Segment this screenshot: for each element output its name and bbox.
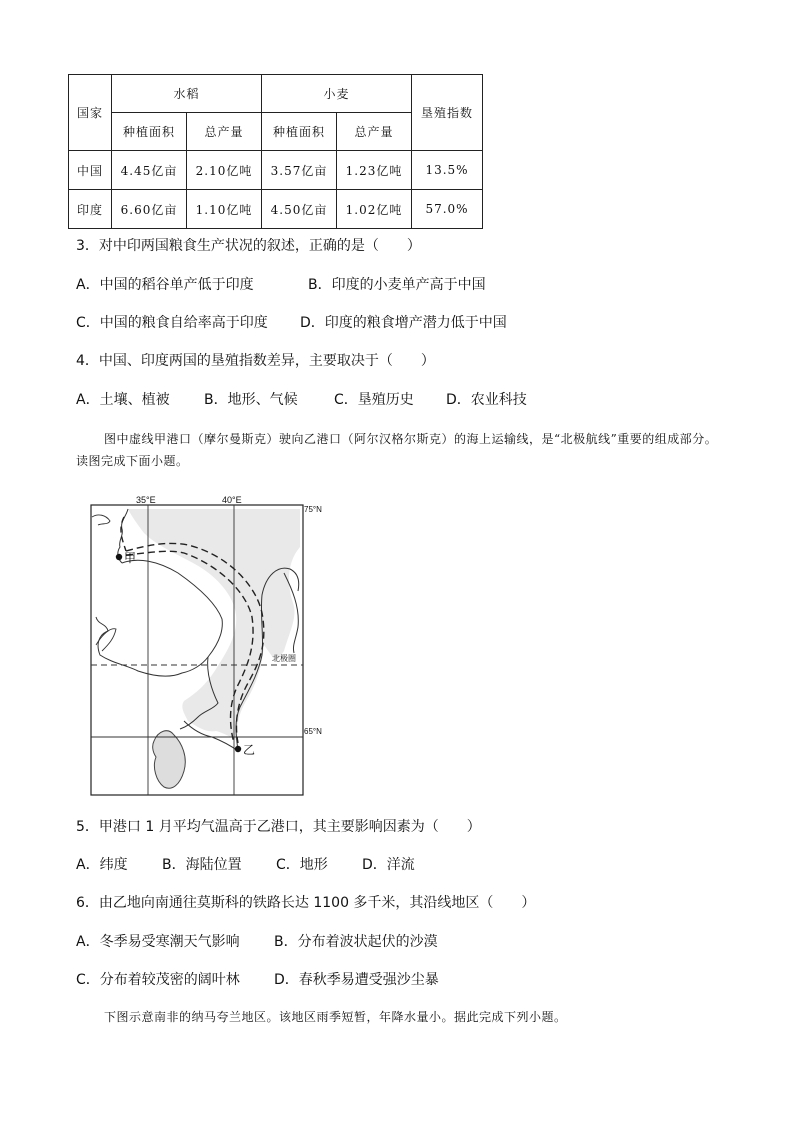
- header-index: 垦殖指数: [412, 75, 483, 151]
- cell-rice-output: 1.10亿吨: [187, 190, 262, 229]
- header-wheat-output: 总产量: [337, 113, 412, 151]
- header-rice: 水稻: [112, 75, 262, 113]
- lat-75n-label: 75°N: [304, 505, 322, 514]
- header-wheat-area: 种植面积: [262, 113, 337, 151]
- cell-wheat-output: 1.23亿吨: [337, 151, 412, 190]
- lon-40e-label: 40°E: [222, 495, 242, 505]
- q3-option-b[interactable]: B．印度的小麦单产高于中国: [308, 277, 486, 293]
- cell-rice-area: 4.45亿亩: [112, 151, 187, 190]
- crop-table-container: [68, 74, 483, 229]
- cell-index: 13.5%: [412, 151, 483, 190]
- q6-option-a[interactable]: A．冬季易受寒潮天气影响: [76, 934, 240, 950]
- lon-35e-label: 35°E: [136, 495, 156, 505]
- crop-comparison-table: [68, 74, 483, 229]
- port-a-marker: [116, 554, 122, 560]
- q5-option-a[interactable]: A．纬度: [76, 857, 128, 873]
- question-4-stem: 4．中国、印度两国的垦殖指数差异，主要取决于（ ）: [76, 353, 435, 369]
- q6-option-d[interactable]: D．春秋季易遭受强沙尘暴: [274, 972, 439, 988]
- q6-option-b[interactable]: B．分布着波状起伏的沙漠: [274, 934, 438, 950]
- port-a-label: 甲: [124, 551, 137, 565]
- cell-country: 印度: [69, 190, 112, 229]
- passage-arctic-route: 图中虚线甲港口（摩尔曼斯克）驶向乙港口（阿尔汉格尔斯克）的海上运输线，是“北极航线”重要的组成部分。读图完成下面小题。: [76, 432, 718, 468]
- cell-country: 中国: [69, 151, 112, 190]
- cell-rice-output: 2.10亿吨: [187, 151, 262, 190]
- q4-option-a[interactable]: A．土壤、植被: [76, 392, 170, 408]
- q3-option-a[interactable]: A．中国的稻谷单产低于印度: [76, 277, 254, 293]
- port-b-marker: [235, 746, 241, 752]
- q3-option-d[interactable]: D．印度的粮食增产潜力低于中国: [300, 315, 507, 331]
- cell-wheat-area: 3.57亿亩: [262, 151, 337, 190]
- arctic-circle-label: 北极圈: [272, 654, 296, 663]
- q6-option-c[interactable]: C．分布着较茂密的阔叶林: [76, 972, 240, 988]
- cell-wheat-area: 4.50亿亩: [262, 190, 337, 229]
- passage-namaqualand: 下图示意南非的纳马夸兰地区。该地区雨季短暂，年降水量小。据此完成下列小题。: [104, 1010, 567, 1024]
- q4-option-d[interactable]: D．农业科技: [446, 392, 527, 408]
- question-3-stem: 3．对中印两国粮食生产状况的叙述，正确的是（ ）: [76, 238, 421, 254]
- q5-option-d[interactable]: D．洋流: [362, 857, 415, 873]
- lat-65n-label: 65°N: [304, 727, 322, 736]
- header-country: 国家: [69, 75, 112, 151]
- cell-rice-area: 6.60亿亩: [112, 190, 187, 229]
- q4-option-c[interactable]: C．垦殖历史: [334, 392, 414, 408]
- question-5-stem: 5．甲港口 1 月平均气温高于乙港口，其主要影响因素为（ ）: [76, 819, 481, 835]
- barents-white-sea-map: [88, 495, 320, 798]
- cell-index: 57.0%: [412, 190, 483, 229]
- header-rice-output: 总产量: [187, 113, 262, 151]
- cell-wheat-output: 1.02亿吨: [337, 190, 412, 229]
- table-row: [69, 151, 483, 190]
- q5-option-c[interactable]: C．地形: [276, 857, 328, 873]
- header-wheat: 小麦: [262, 75, 412, 113]
- header-rice-area: 种植面积: [112, 113, 187, 151]
- question-6-stem: 6．由乙地向南通往莫斯科的铁路长达 1100 多千米，其沿线地区（ ）: [76, 895, 536, 911]
- table-row: [69, 190, 483, 229]
- q3-option-c[interactable]: C．中国的粮食自给率高于印度: [76, 315, 268, 331]
- q4-option-b[interactable]: B．地形、气候: [204, 392, 298, 408]
- q5-option-b[interactable]: B．海陆位置: [162, 857, 242, 873]
- port-b-label: 乙: [243, 743, 256, 757]
